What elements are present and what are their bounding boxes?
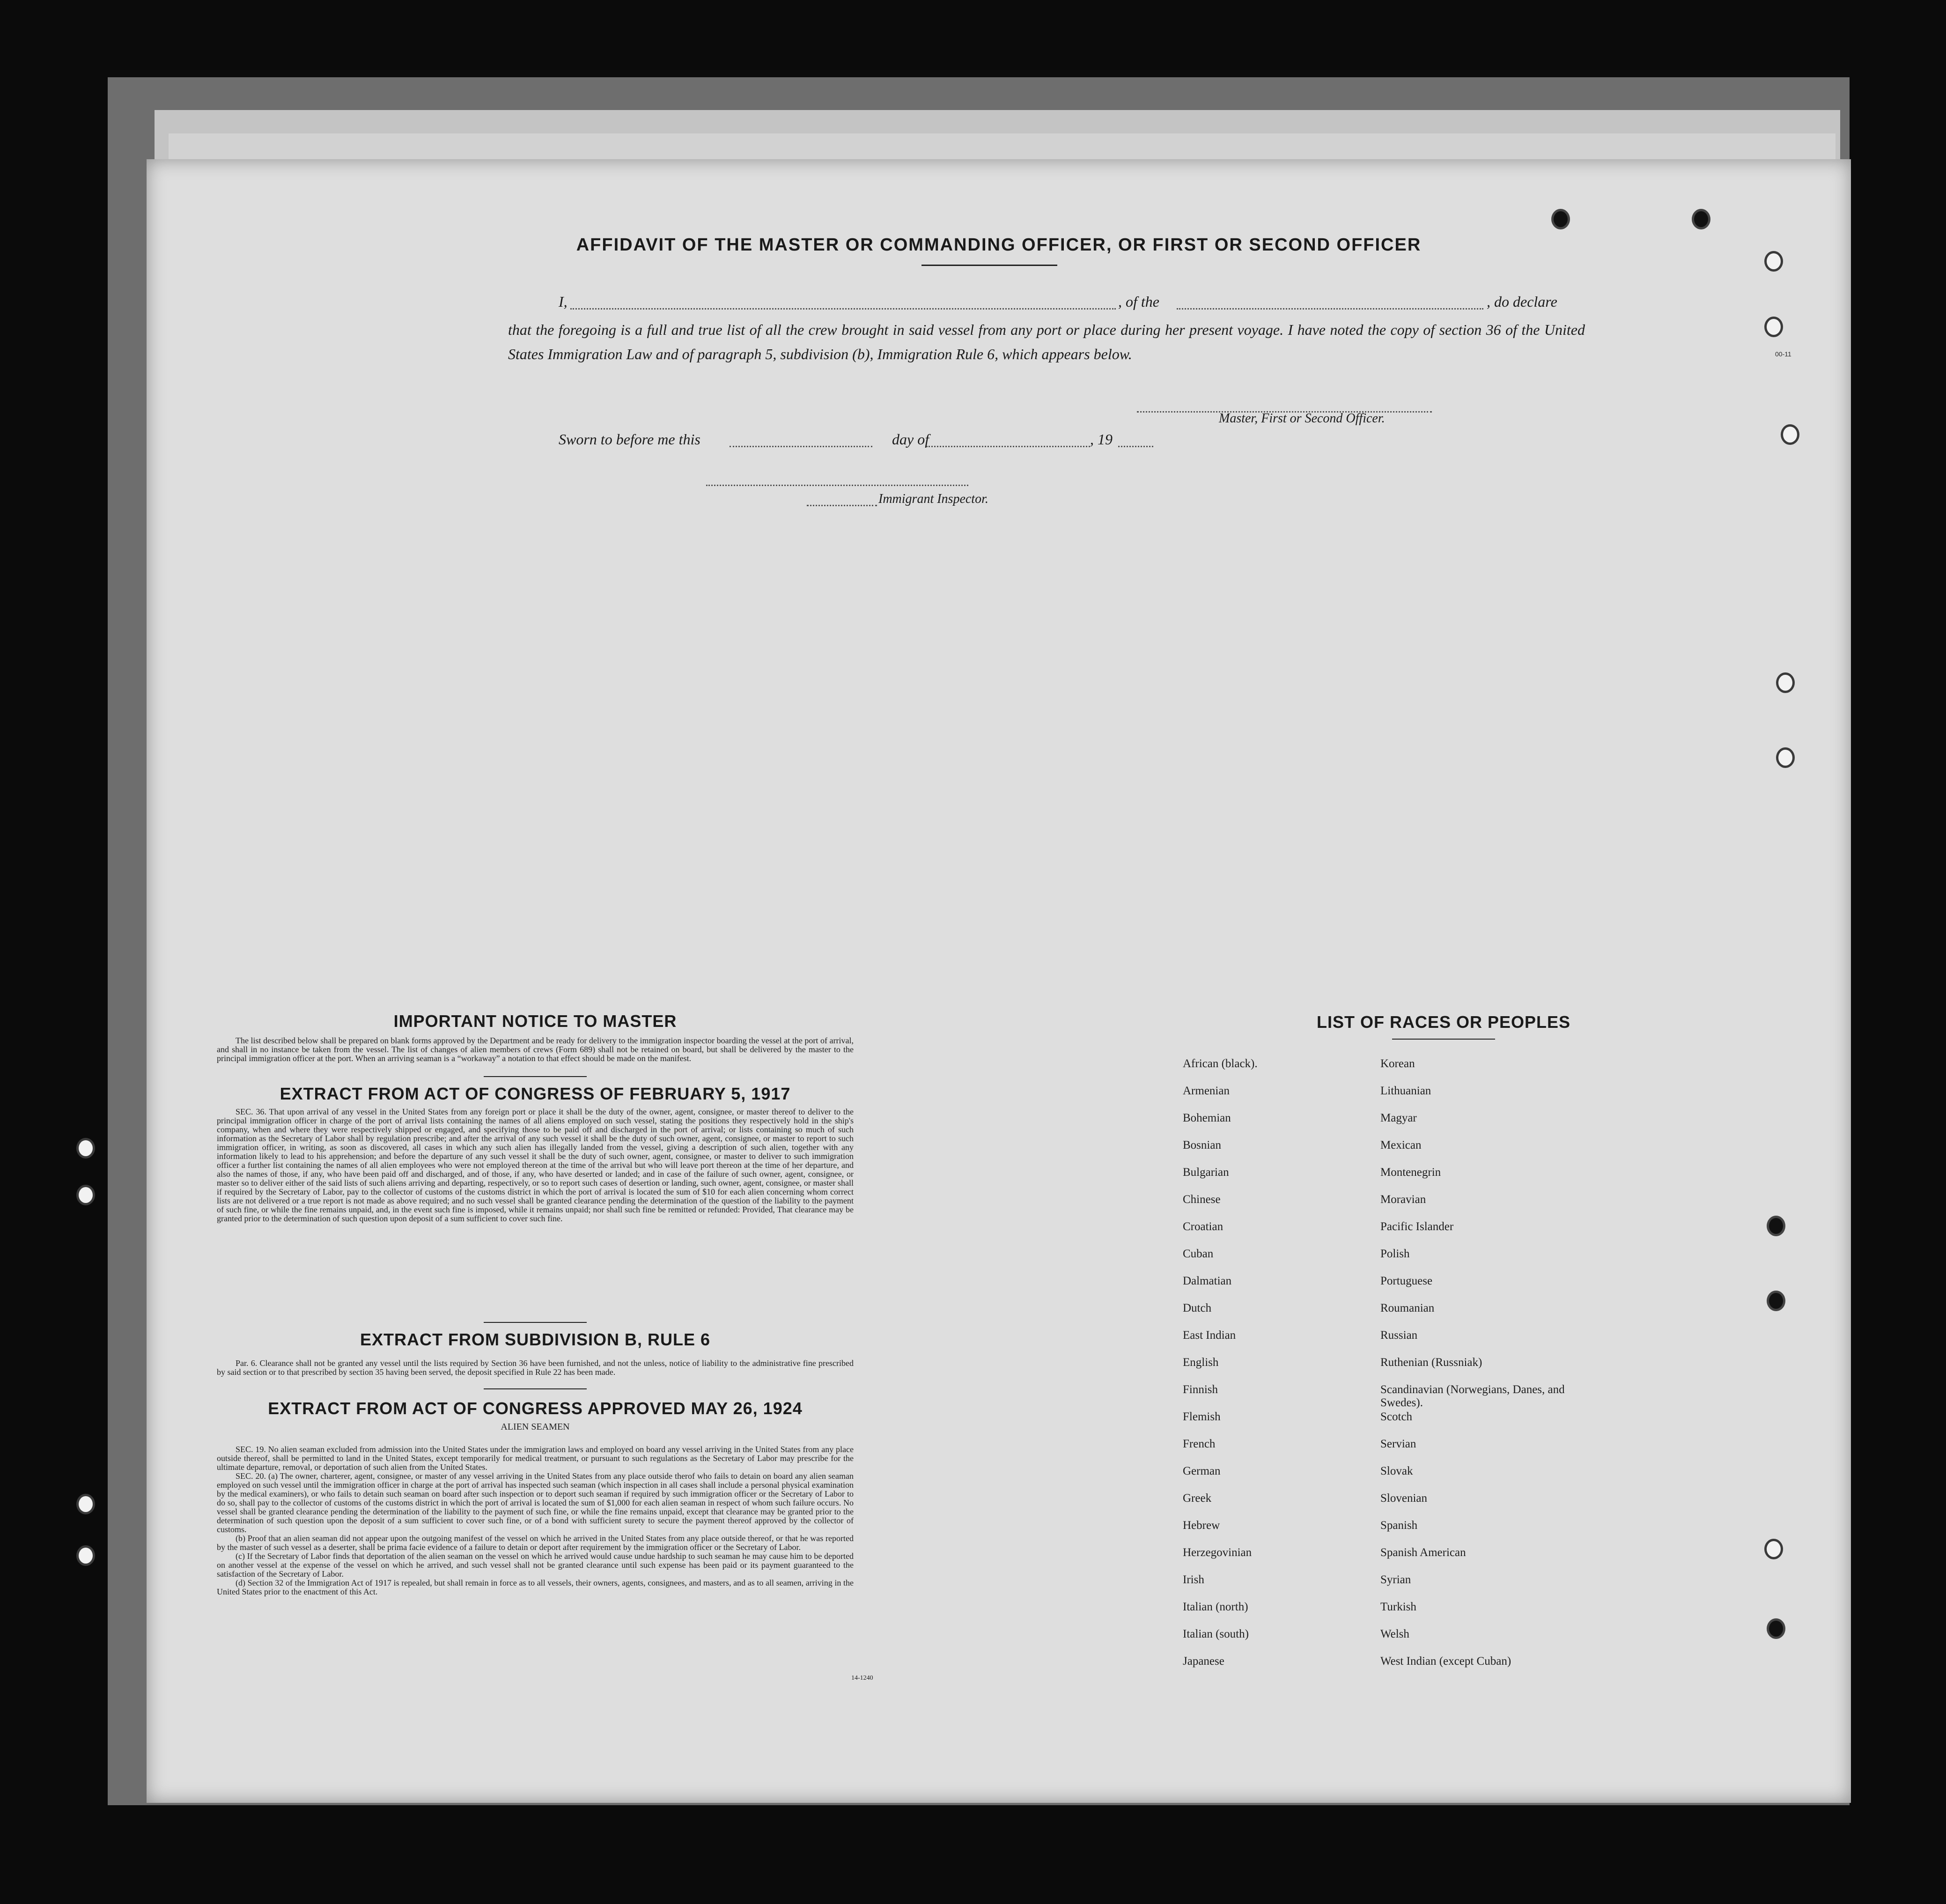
race-item: Mexican — [1380, 1139, 1422, 1151]
affidavit-title: AFFIDAVIT OF THE MASTER OR COMMANDING OFFICER, OR FIRST OR SECOND OFFICER — [576, 235, 1422, 255]
affidavit-statement: that the foregoing is a full and true list of all the crew brought in said vessel from any port or place during her present voyage. I have noted the copy of section 36 of the United States Immigration Law and of paragraph 5, subdivision (b), Immigration Rule 6, which appears below. — [508, 321, 1585, 362]
sworn-label: Sworn to before me this — [559, 431, 700, 448]
extract-1924-title: EXTRACT FROM ACT OF CONGRESS APPROVED MAY 26, 1924 — [268, 1399, 803, 1418]
sec-19-text: SEC. 19. No alien seaman excluded from admission into the United States under the immigration laws and employed on board any vessel arriving in the United States from any place outside thereof, shall be permitted to land in the United States, except temporarily for medical treatment, or pursuant to such regulations as the Secretary of Labor may prescribe for the ultimate departure, removal, or deportation of such alien from the United States. — [217, 1445, 854, 1472]
sworn-month-field[interactable] — [926, 446, 1090, 447]
race-item: Greek — [1183, 1492, 1212, 1505]
race-item: Polish — [1380, 1247, 1410, 1260]
punch-hole — [76, 1494, 95, 1514]
race-item: Italian (north) — [1183, 1601, 1248, 1613]
race-item: Italian (south) — [1183, 1628, 1249, 1640]
divider — [484, 1076, 587, 1077]
race-item: Bohemian — [1183, 1112, 1231, 1124]
form-page — [147, 159, 1851, 1803]
year-label: , 19 — [1090, 431, 1113, 448]
punch-hole — [76, 1185, 95, 1205]
race-item: Ruthenian (Russniak) — [1380, 1356, 1482, 1369]
race-item: Lithuanian — [1380, 1085, 1431, 1097]
form-number: 14-1240 — [851, 1675, 873, 1682]
race-item: Herzegovinian — [1183, 1546, 1252, 1559]
inspector-signature-line[interactable] — [706, 485, 968, 486]
race-item: Japanese — [1183, 1655, 1224, 1668]
day-of-label: day of — [892, 431, 929, 448]
extract-1924-subtitle: ALIEN SEAMEN — [501, 1422, 570, 1432]
punch-hole — [1764, 317, 1783, 337]
divider — [484, 1388, 587, 1389]
race-item: Slovak — [1380, 1465, 1413, 1477]
sec-20b-text: (b) Proof that an alien seaman did not appear upon the outgoing manifest of the vessel on which he arrived in the United States from any place outside thereof, or that he was reported by the master of such vessel as a deserter, shall be prima facie evidence of a failure to detain or deport after requirement by the immigration officer or the Secretary of Labor. — [217, 1534, 854, 1552]
race-item: Spanish American — [1380, 1546, 1466, 1559]
notice-text: The list described below shall be prepared on blank forms approved by the Department and be ready for delivery to the immigration inspector boarding the vessel at the port of arrival, and shall in no instance be taken from the vessel. The list of changes of alien members of crews (Form 689) shall not be retained on board, but shall be delivered by the master to the principal immigration officer at the port. When an arriving seaman is a “workaway” a notation to that effect should be made on the manifest. — [217, 1036, 854, 1063]
sworn-day-field[interactable] — [730, 446, 872, 447]
race-item: Hebrew — [1183, 1519, 1220, 1532]
race-item: Pacific Islander — [1380, 1220, 1454, 1233]
punch-hole — [1767, 1618, 1785, 1639]
sworn-year-field[interactable] — [1118, 446, 1153, 447]
race-item: Portuguese — [1380, 1275, 1433, 1287]
race-item: Montenegrin — [1380, 1166, 1441, 1179]
race-item: German — [1183, 1465, 1221, 1477]
punch-hole — [76, 1138, 95, 1159]
race-item: Scandinavian (Norwegians, Danes, and Swedes). — [1380, 1383, 1565, 1409]
punch-hole — [1776, 672, 1795, 693]
race-item: Armenian — [1183, 1085, 1230, 1097]
race-item: Croatian — [1183, 1220, 1224, 1233]
extract-1917-title: EXTRACT FROM ACT OF CONGRESS OF FEBRUARY 5, 1917 — [280, 1084, 791, 1103]
race-item: Flemish — [1183, 1410, 1221, 1423]
races-title: LIST OF RACES OR PEOPLES — [1316, 1012, 1571, 1032]
race-item: Magyar — [1380, 1112, 1417, 1124]
punch-hole — [1767, 1291, 1785, 1311]
notice-title: IMPORTANT NOTICE TO MASTER — [393, 1011, 677, 1031]
race-item: Roumanian — [1380, 1302, 1435, 1314]
race-item: Dalmatian — [1183, 1275, 1232, 1287]
declare-label: , do declare — [1487, 293, 1557, 310]
race-item: Syrian — [1380, 1573, 1411, 1586]
race-item: Korean — [1380, 1057, 1415, 1070]
inspector-lead-line — [807, 505, 877, 506]
race-item: Finnish — [1183, 1383, 1218, 1396]
race-item: Bulgarian — [1183, 1166, 1229, 1179]
race-item: African (black). — [1183, 1057, 1258, 1070]
punch-hole — [1781, 424, 1799, 445]
race-item: Slovenian — [1380, 1492, 1427, 1505]
race-item: Russian — [1380, 1329, 1418, 1342]
race-item: Spanish — [1380, 1519, 1418, 1532]
divider — [484, 1322, 587, 1323]
race-item: French — [1183, 1438, 1216, 1450]
sec-20a-text: SEC. 20. (a) The owner, charterer, agent, consignee, or master of any vessel arriving in the United States from any place outside therof who fails to detain on board any alien seaman employed on such vessel until the immigration officer in charge at the port of arrival has inspected such seaman (which inspection in all cases shall include a personal physical examination by the medical examiners), or who fails to detain such seaman on board after such inspection or to deport such seaman if required by such immigration officer or the Secretary of Labor to do so, shall pay to the collector of customs of the customs district in which the port of arrival is located the sum of $1,000 for each alien seaman in respect of whom such failure occurs. No vessel shall be granted clearance pending the determination of the liability to the payment of such fine, or while the fine remains unpaid, except that clearance may be granted prior to the determination of such question upon the deposit of a sum sufficient to cover such fine, or of a bond with sufficient surety to secure the payment thereof approved by the collector of customs. — [217, 1471, 854, 1534]
extract-rule6-title: EXTRACT FROM SUBDIVISION B, RULE 6 — [360, 1330, 711, 1349]
extract-rule6-text: Par. 6. Clearance shall not be granted any vessel until the lists required by Section 36 have been furnished, and not the unless, notice of liability to the administrative fine prescribed by said section or to that prescribed by section 35 having been served, the deposit specified in Rule 22 has been made. — [217, 1358, 854, 1377]
punch-hole — [1764, 1539, 1783, 1559]
divider — [1392, 1039, 1495, 1040]
race-item: East Indian — [1183, 1329, 1236, 1342]
of-the-label: , of the — [1118, 293, 1159, 310]
race-item: Chinese — [1183, 1193, 1221, 1206]
punch-hole — [1776, 747, 1795, 768]
race-item: Welsh — [1380, 1628, 1409, 1640]
title-underline — [921, 265, 1057, 266]
race-item: Servian — [1380, 1438, 1416, 1450]
race-item: Dutch — [1183, 1302, 1212, 1314]
race-item: Cuban — [1183, 1247, 1214, 1260]
punch-hole — [1767, 1216, 1785, 1236]
extract-1924-body — [217, 1445, 854, 1596]
race-item: Irish — [1183, 1573, 1204, 1586]
inspector-label: Immigrant Inspector. — [878, 492, 988, 506]
master-signature-label: Master, First or Second Officer. — [1219, 411, 1385, 426]
race-item: English — [1183, 1356, 1219, 1369]
extract-1917-text: SEC. 36. That upon arrival of any vessel in the United States from any foreign port or place it shall be the duty of the owner, agent, consignee, or master thereof to deliver to the principal immigration officer in charge of the port of arrival lists containing the names of all aliens employed on such vessel, stating the positions they respectively hold in the ship's company, when and where they were respectively shipped or engaged, and specifying those to be paid off and discharged in the port of arrival; or lists containing so much of such information as the Secretary of Labor shall by regulation prescribe; and after the arrival of any such vessel it shall be the duty of such owner, agent, consignee, or master to report to such immigration officer, in writing, as soon as discovered, all cases in which any such alien has illegally landed from the vessel, giving a description of such alien, together with any information likely to lead to his apprehension; and before the departure of any such vessel it shall be the duty of such owner, agent, consignee, or master to deliver to such immigration officer a further list containing the names of all alien employees who were not employed thereon at the time of the arrival but who will leave port thereon at the time of her departure, and also the names of those, if any, who have been paid off and discharged, and of those, if any, who have deserted or landed; and in case of the failure of such owner, agent, consignee, or master so to deliver either of the said lists of such aliens arriving and departing, respectively, or so to report such cases of desertion or landing, such owner, agent, consignee, or master shall if required by the Secretary of Labor, pay to the collector of customs of the customs district in which the port of arrival is located the sum of $10 for each alien concerning whom correct lists are not delivered or a true report is not made as above required; and no such vessel shall be granted clearance pending the determination of the question of the liability to the payment of such fine, or while the fine remains unpaid, and, in the event such fine is imposed, while it remains unpaid; nor shall such fine be remitted or refunded: Provided, That clearance may be granted prior to the determination of such question upon deposit of a sum sufficient to cover such fine. — [217, 1107, 854, 1223]
edge-stamp: 00-11 — [1775, 350, 1791, 358]
race-item: Bosnian — [1183, 1139, 1221, 1151]
name-field[interactable] — [570, 308, 1116, 310]
sec-20d-text: (d) Section 32 of the Immigration Act of 1917 is repealed, but shall remain in force as to all vessels, their owners, agents, consignees, and masters, and as to all seamen, arriving in the United States prior to the enactment of this Act. — [217, 1578, 854, 1596]
race-item: Scotch — [1380, 1410, 1413, 1423]
sec-20c-text: (c) If the Secretary of Labor finds that deportation of the alien seaman on the vessel on which he arrived would cause undue hardship to such seaman he may cause him to be deported on another vessel at the expense of the vessel on which he arrived, and such vessel shall not be granted clearance until such expense has been paid or its payment guaranteed to the satisfaction of the Secretary of Labor. — [217, 1551, 854, 1579]
affidavit-i-label: I, — [559, 293, 568, 310]
punch-hole — [76, 1545, 95, 1566]
punch-hole — [1692, 209, 1710, 229]
race-item: Turkish — [1380, 1601, 1416, 1613]
race-item: West Indian (except Cuban) — [1380, 1655, 1511, 1668]
punch-hole — [1551, 209, 1570, 229]
vessel-field[interactable] — [1177, 308, 1483, 310]
race-item: Moravian — [1380, 1193, 1426, 1206]
